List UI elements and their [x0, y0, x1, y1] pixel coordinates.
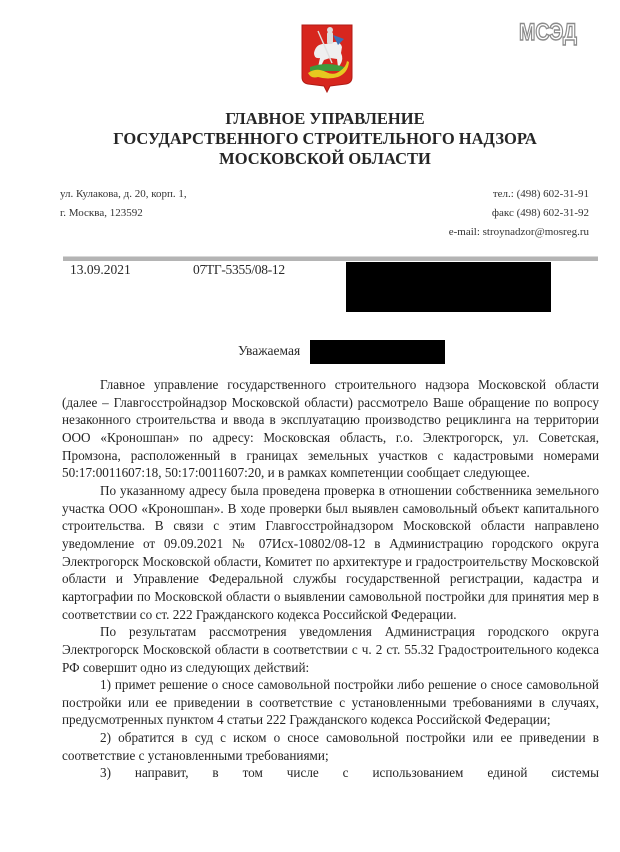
redacted-recipient-block [346, 262, 551, 312]
paragraph: По указанному адресу была проведена проверка в отношении собственника земельного участка ООО «Кроношпан». В ходе проверки был выявлен самовольный объект капитального строительства. В связи с этим Главгосстройнадзором Московской области направлено уведомление от 09.09.2021 № 07Исх-10802/08-12 в Администрацию городского округа Электрогорск Московской области, Комитет по архитектуре и градостроительству Московской области и Управление Федеральной службы государственной регистрации, кадастра и картографии по Московской области о выявлении самовольной постройки для принятия мер в соответствии со ст. 222 Гражданского кодекса Российской Федерации. [62, 482, 599, 622]
list-item: 3) направит, в том числе с использованием единой системы [100, 765, 599, 781]
letter-body [62, 376, 599, 782]
paragraph: По результатам рассмотрения уведомления Администрация городского округа Электрогорск Московской области в соответствии с ч. 2 ст. 55.32 Градостроительного кодекса РФ совершит одно из следующих действий: [62, 624, 599, 675]
address-line: ул. Кулакова, д. 20, корп. 1, [60, 188, 187, 200]
address-line: г. Москва, 123592 [60, 207, 143, 219]
list-item: 1) примет решение о сносе самовольной постройки либо решение о сносе самовольной постройки или ее приведении в соответствие с установленными требованиями в случаях, предусмотренных пунктом 4 статьи 222 Гражданского кодекса Российской Федерации; [62, 677, 599, 728]
email: e-mail: stroynadzor@mosreg.ru [448, 226, 589, 238]
heading-line: ГЛАВНОЕ УПРАВЛЕНИЕ [225, 109, 425, 128]
paragraph: Главное управление государственного строительного надзора Московской области (далее – Главгосстройнадзор Московской области) рассмотрело Ваше обращение по вопросу незаконного строительства и ввода в эксплуатацию производство рециклинга на территории ООО «Кроношпан» по адресу: Московская область, г.о. Электрогорск, ул. Советская, Промзона, расположенный в границах земельных участков с кадастровыми номерами 50:17:0011607:18, 50:17:0011607:20, и в рамках компетенции сообщает следующее. [62, 377, 599, 481]
coat-of-arms-icon [300, 23, 354, 93]
contacts-block [449, 185, 589, 242]
header-divider [63, 256, 598, 261]
registration-number: 07ТГ-5355/08-12 [193, 262, 285, 277]
registration-date: 13.09.2021 [70, 262, 131, 277]
greeting: Уважаемая [238, 343, 301, 358]
heading-line: МОСКОВСКОЙ ОБЛАСТИ [219, 149, 431, 168]
list-item: 2) обратится в суд с иском о сносе самовольной постройки или ее приведении в соответствие с установленными требованиями; [62, 730, 599, 763]
fax: факс (498) 602-31-92 [491, 207, 589, 219]
address-block [60, 185, 187, 223]
phone: тел.: (498) 602-31-91 [492, 188, 589, 200]
organization-heading [0, 109, 620, 169]
heading-line: ГОСУДАРСТВЕННОГО СТРОИТЕЛЬНОГО НАДЗОРА [113, 129, 537, 148]
msed-stamp: МСЭД [519, 19, 577, 46]
redacted-recipient-name [310, 340, 445, 364]
